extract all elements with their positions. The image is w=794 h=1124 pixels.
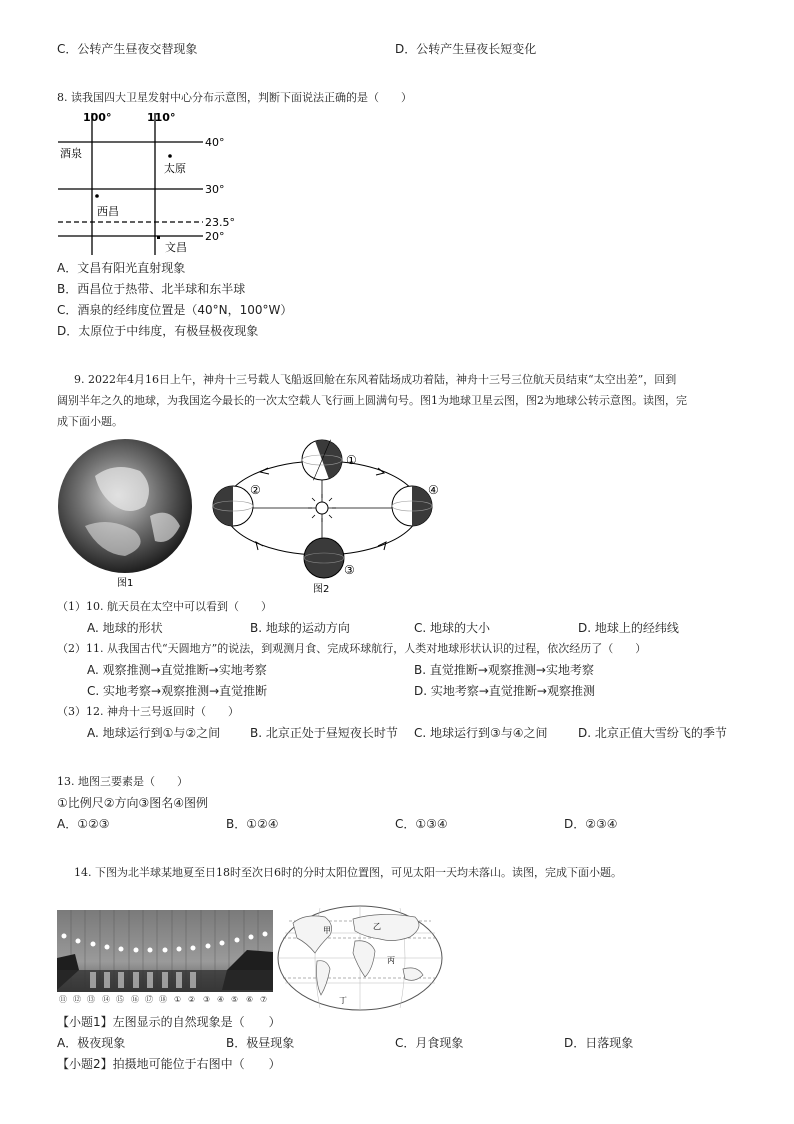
q8-option-c: C．酒泉的经纬度位置是（40°N，100°W） — [57, 303, 293, 317]
q14-option-a: A．极夜现象 — [57, 1036, 126, 1050]
q8-launch-center-map — [55, 107, 265, 257]
q11-option-c: C. 实地考察→观察推测→直觉推断 — [87, 684, 268, 698]
q12-option-d: D. 北京正值大雪纷飞的季节 — [578, 726, 727, 740]
photo-mark: ⑬ — [87, 995, 95, 1004]
q10-option-b: B. 地球的运动方向 — [250, 621, 350, 635]
q11-stem: （2）11. 从我国古代“天圆地方”的说法，到观测月食、完成环球航行，人类对地球形状认识的过程，依次经历了（ ） — [57, 642, 647, 655]
map-label-jia: 甲 — [323, 926, 331, 935]
photo-mark: ⑤ — [231, 995, 239, 1004]
q7-option-d: D．公转产生昼夜长短变化 — [395, 42, 537, 56]
q13-option-a: A．①②③ — [57, 817, 110, 831]
q13-option-c: C．①③④ — [395, 817, 448, 831]
q12-stem: （3）12. 神舟十三号返回时（ ） — [57, 705, 239, 718]
lat-30-label: 30° — [205, 183, 225, 196]
q13-items: ①比例尺②方向③图名④图例 — [57, 796, 209, 810]
q14-option-d: D．日落现象 — [564, 1036, 634, 1050]
q11-option-a: A. 观察推测→直觉推断→实地考察 — [87, 663, 267, 677]
q8-option-b: B．西昌位于热带、北半球和东半球 — [57, 282, 246, 296]
world-map — [275, 903, 445, 1013]
photo-mark: ③ — [203, 995, 211, 1004]
q13-option-d: D．②③④ — [564, 817, 618, 831]
sun-position-photo — [57, 910, 273, 1004]
sun-icon — [316, 502, 328, 514]
position-1-label: ① — [346, 453, 357, 467]
wenchang-label: 文昌 — [165, 241, 187, 254]
q8-option-d: D．太原位于中纬度，有极昼极夜现象 — [57, 324, 259, 338]
photo-mark: ⑮ — [116, 995, 124, 1004]
taiyuan-dot — [168, 154, 172, 158]
position-4-label: ④ — [428, 483, 439, 497]
photo-mark: ⑫ — [73, 995, 81, 1004]
lat-40-label: 40° — [205, 136, 225, 149]
q14-sub1-stem: 【小题1】左图显示的自然现象是（ ） — [57, 1015, 281, 1029]
q11-option-d: D. 实地考察→直觉推断→观察推测 — [414, 684, 595, 698]
map-label-yi: 乙 — [373, 922, 381, 931]
q9-stem-line2: 阔别半年之久的地球，为我国迄今最长的一次太空载人飞行画上圆满句号。图1为地球卫星云图，图2为地球公转示意图。读图，完 — [57, 394, 687, 407]
photo-mark: ⑱ — [159, 995, 167, 1004]
wenchang-dot — [157, 236, 160, 239]
q10-option-d: D. 地球上的经纬线 — [578, 621, 679, 635]
q12-option-b: B. 北京正处于昼短夜长时节 — [250, 726, 398, 740]
q13-stem: 13. 地图三要素是（ ） — [57, 775, 188, 788]
q8-stem: 8. 读我国四大卫星发射中心分布示意图，判断下面说法正确的是（ ） — [57, 91, 412, 104]
earth-position-3 — [304, 538, 344, 578]
position-3-label: ③ — [344, 563, 355, 577]
map-label-ding: 丁 — [339, 996, 347, 1005]
earth-position-1 — [302, 436, 348, 480]
lat-20-label: 20° — [205, 230, 225, 243]
xichang-dot — [95, 194, 99, 198]
q10-stem: （1）10. 航天员在太空中可以看到（ ） — [57, 600, 272, 613]
earth-position-2 — [213, 486, 253, 526]
q14-option-b: B．极昼现象 — [226, 1036, 295, 1050]
photo-mark: ④ — [217, 995, 225, 1004]
position-2-label: ② — [250, 483, 261, 497]
q10-option-c: C. 地球的大小 — [414, 621, 491, 635]
q11-option-b: B. 直觉推断→观察推测→实地考察 — [414, 663, 594, 677]
photo-mark: ⑯ — [131, 995, 139, 1004]
q13-option-b: B．①②④ — [226, 817, 279, 831]
taiyuan-label: 太原 — [164, 162, 186, 175]
photo-mark: ⑦ — [260, 995, 268, 1004]
photo-mark: ⑥ — [246, 995, 254, 1004]
q9-stem-line1: 9. 2022年4月16日上午，神舟十三号载人飞船返回舱在东风着陆场成功着陆，神舟十三号三位航天员结束“太空出差”，回到 — [74, 373, 677, 386]
xichang-label: 西昌 — [97, 205, 119, 218]
orbit-diagram — [208, 436, 448, 596]
lon-110-label: 110° — [147, 111, 176, 124]
lon-100-label: 100° — [83, 111, 112, 124]
q7-option-c: C．公转产生昼夜交替现象 — [57, 42, 198, 56]
earth-position-4 — [392, 486, 432, 526]
q12-option-c: C. 地球运行到③与④之间 — [414, 726, 548, 740]
photo-mark: ⑰ — [145, 995, 153, 1004]
q12-option-a: A. 地球运行到①与②之间 — [87, 726, 221, 740]
fig2-caption: 图2 — [313, 584, 330, 595]
q9-stem-line3: 成下面小题。 — [57, 415, 123, 428]
photo-mark: ② — [188, 995, 196, 1004]
jiuquan-label: 酒泉 — [60, 147, 82, 160]
photo-mark: ⑭ — [102, 995, 110, 1004]
q14-sub2-stem: 【小题2】拍摄地可能位于右图中（ ） — [57, 1057, 281, 1071]
fig1-caption: 图1 — [117, 578, 134, 589]
photo-mark: ⑪ — [59, 995, 67, 1004]
satellite-earth-image — [55, 436, 200, 591]
lat-23-5-label: 23.5° — [205, 216, 235, 229]
q14-stem: 14. 下图为北半球某地夏至日18时至次日6时的分时太阳位置图，可见太阳一天均未落山。读图，完成下面小题。 — [74, 866, 622, 879]
q10-option-a: A. 地球的形状 — [87, 621, 163, 635]
map-label-bing: 丙 — [387, 956, 395, 965]
q14-option-c: C．月食现象 — [395, 1036, 464, 1050]
photo-mark: ① — [174, 995, 182, 1004]
q8-option-a: A．文昌有阳光直射现象 — [57, 261, 186, 275]
